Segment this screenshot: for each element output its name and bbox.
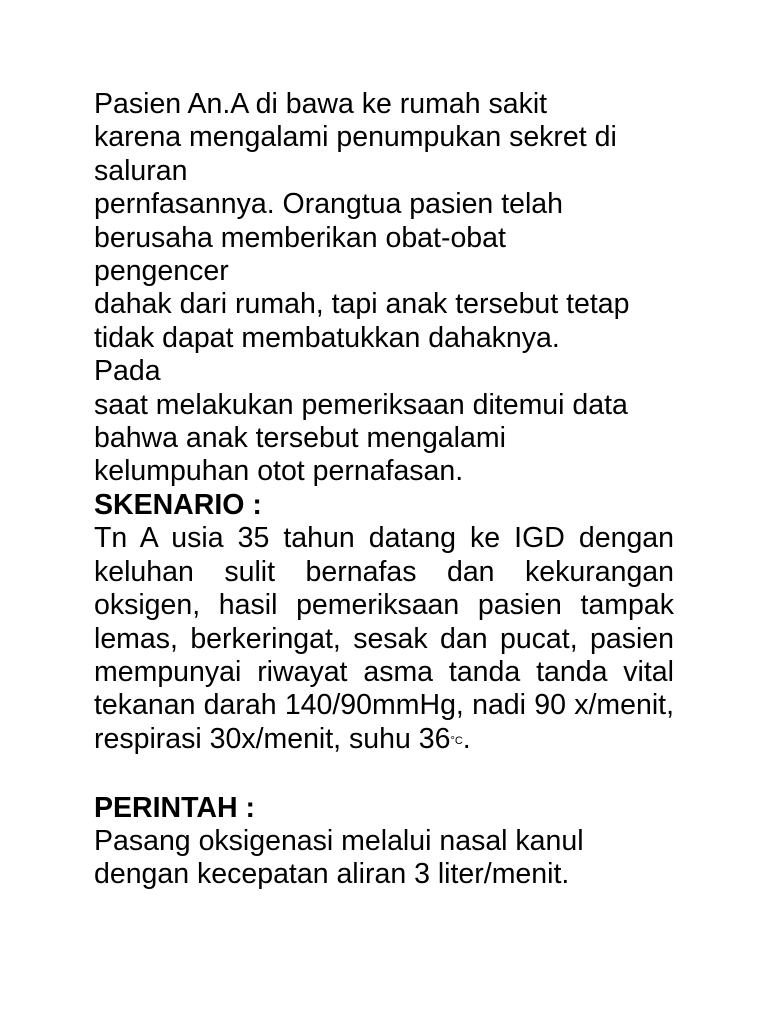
intro-line: bahwa anak tersebut mengalami xyxy=(94,422,506,455)
intro-line: Pasien An.A di bawa ke rumah sakit xyxy=(94,88,548,120)
intro-line: Pada xyxy=(94,355,161,388)
skenario-text: Tn A usia 35 tahun datang ke IGD dengan keluhan sulit bernafas dan kekurangan oksigen, hasil pemeriksaan pasien tampak lemas, berkeringat, sesak dan pucat, pasien mempunyai riwayat asma tanda tanda vital tekanan darah 140/90mmHg, nadi 90 x/menit, respirasi 30x/menit, suhu 36 xyxy=(94,522,674,755)
perintah-line: dengan kecepatan aliran 3 liter/menit. xyxy=(94,858,570,891)
perintah-heading: PERINTAH : xyxy=(94,791,255,824)
skenario-heading: SKENARIO : xyxy=(94,488,262,521)
perintah-line: Pasang oksigenasi melalui nasal kanul xyxy=(94,824,584,857)
intro-line: berusaha memberikan obat-obat xyxy=(94,221,506,254)
perintah-paragraph xyxy=(94,825,674,892)
temperature-unit: °C xyxy=(450,734,463,747)
intro-line: saluran xyxy=(94,154,188,187)
intro-paragraph xyxy=(94,88,674,489)
intro-line: tidak dapat membatukkan dahaknya. xyxy=(94,321,560,354)
intro-line: karena mengalami penumpukan sekret di xyxy=(94,121,617,154)
intro-line: pengencer xyxy=(94,255,229,288)
paragraph-spacer xyxy=(94,758,674,791)
intro-line: saat melakukan pemeriksaan ditemui data xyxy=(94,388,628,421)
skenario-text-end: . xyxy=(462,722,471,755)
intro-line: pernfasannya. Orangtua pasien telah xyxy=(94,188,563,221)
skenario-paragraph xyxy=(94,522,674,758)
intro-line: kelumpuhan otot pernafasan. xyxy=(94,455,464,488)
intro-line: dahak dari rumah, tapi anak tersebut tetap xyxy=(94,288,630,321)
document-page xyxy=(94,88,674,892)
